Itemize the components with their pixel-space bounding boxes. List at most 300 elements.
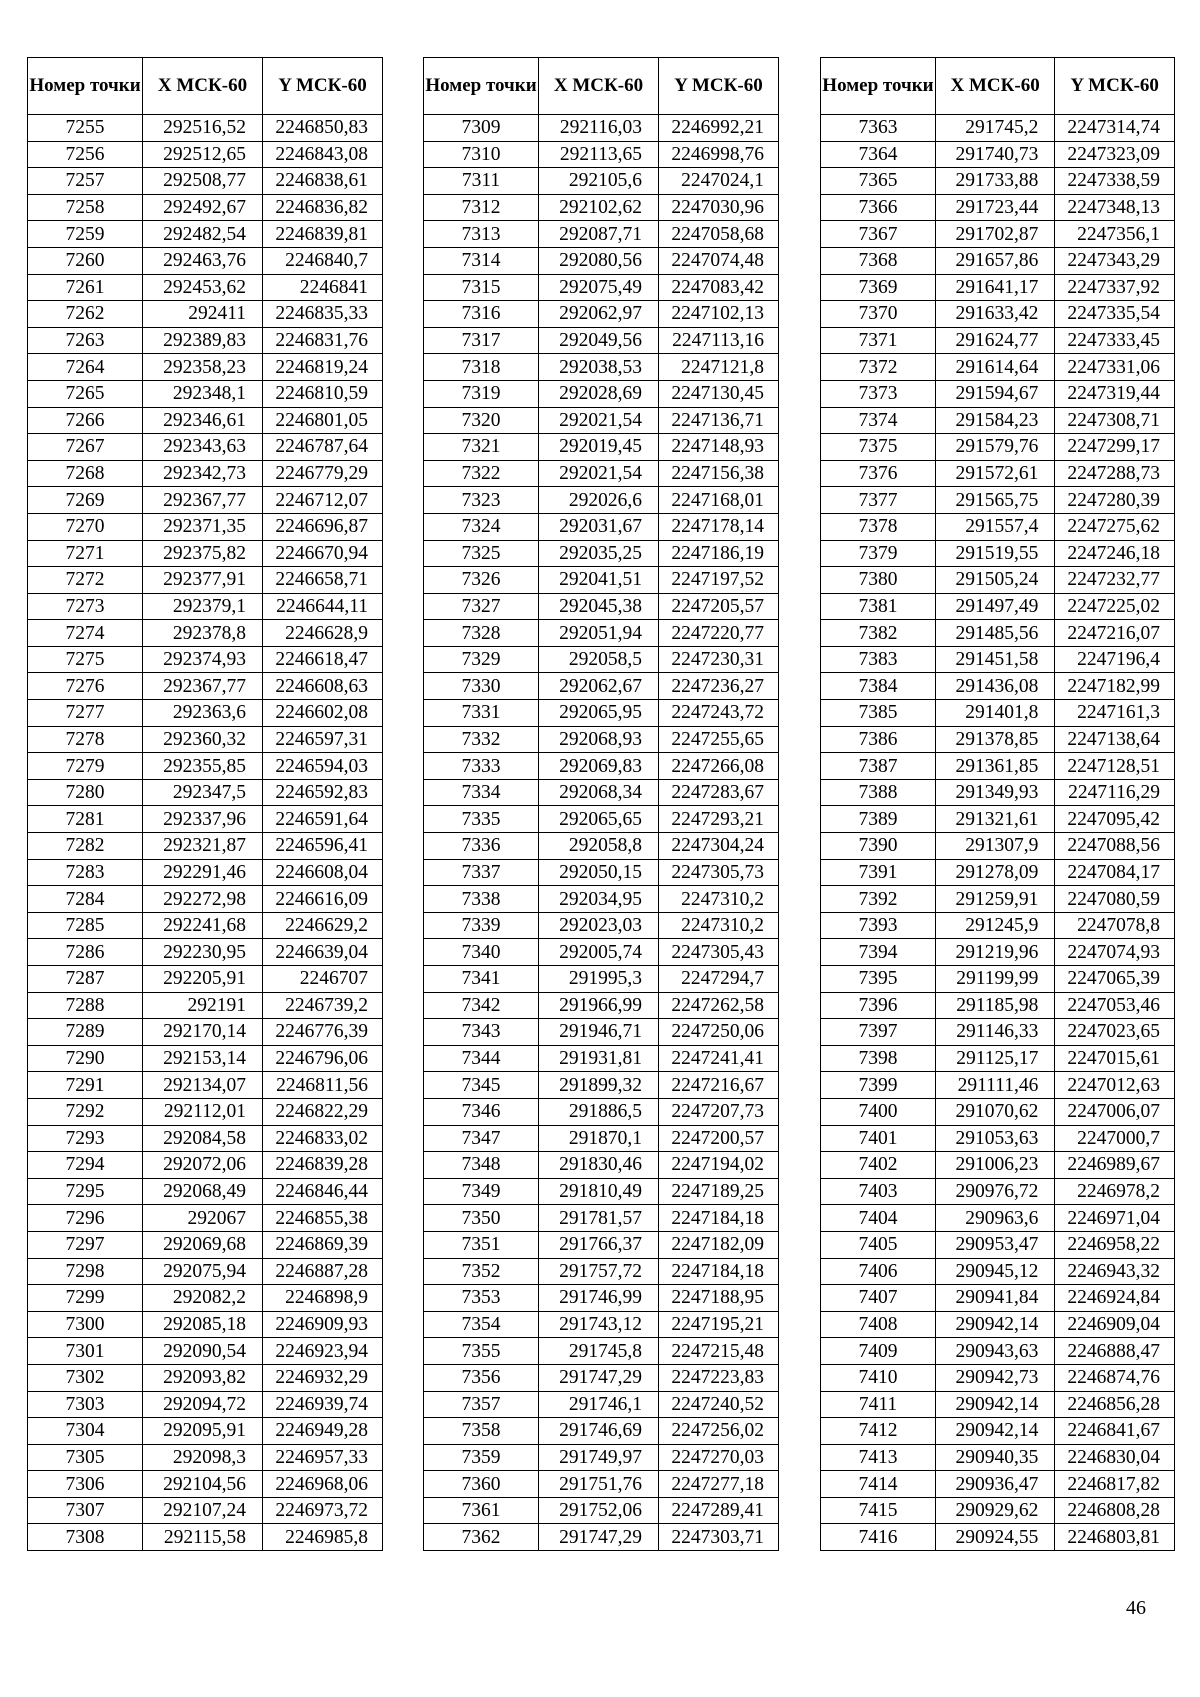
point-number-cell: 7338 — [424, 886, 539, 913]
point-number-cell: 7369 — [821, 274, 936, 301]
x-coordinate-cell: 291946,71 — [539, 1019, 659, 1046]
table-row — [424, 407, 779, 434]
table-row — [28, 966, 383, 993]
y-coordinate-cell: 2247030,96 — [659, 194, 779, 221]
point-number-cell: 7367 — [821, 221, 936, 248]
y-coordinate-cell: 2246841 — [263, 274, 383, 301]
y-coordinate-cell: 2247216,67 — [659, 1072, 779, 1099]
table-row — [424, 779, 779, 806]
point-number-cell: 7263 — [28, 327, 143, 354]
point-number-cell: 7385 — [821, 700, 936, 727]
x-coordinate-cell: 292116,03 — [539, 115, 659, 142]
table-row — [821, 1231, 1175, 1258]
point-number-cell: 7291 — [28, 1072, 143, 1099]
y-coordinate-cell: 2247102,13 — [659, 301, 779, 328]
table-row — [821, 1205, 1175, 1232]
y-coordinate-cell: 2246850,83 — [263, 115, 383, 142]
table-row — [28, 221, 383, 248]
y-coordinate-cell: 2246592,83 — [263, 779, 383, 806]
y-coordinate-cell: 2247310,2 — [659, 886, 779, 913]
table-row — [424, 966, 779, 993]
point-number-cell: 7296 — [28, 1205, 143, 1232]
coordinates-tables — [27, 57, 1175, 1576]
table-row — [821, 700, 1175, 727]
x-coordinate-cell: 292102,62 — [539, 194, 659, 221]
table-row — [28, 939, 383, 966]
y-coordinate-cell: 2247215,48 — [659, 1338, 779, 1365]
point-number-cell: 7373 — [821, 380, 936, 407]
point-number-cell: 7264 — [28, 354, 143, 381]
y-coordinate-cell: 2247305,43 — [659, 939, 779, 966]
table-row — [28, 992, 383, 1019]
table-row — [821, 779, 1175, 806]
point-number-cell: 7262 — [28, 301, 143, 328]
y-coordinate-cell: 2247080,59 — [1055, 886, 1175, 913]
table-row — [424, 1098, 779, 1125]
x-coordinate-cell: 292090,54 — [143, 1338, 263, 1365]
table-row — [821, 726, 1175, 753]
y-coordinate-cell: 2247182,99 — [1055, 673, 1175, 700]
point-number-cell: 7339 — [424, 912, 539, 939]
y-coordinate-cell: 2246869,39 — [263, 1231, 383, 1258]
x-coordinate-cell: 292482,54 — [143, 221, 263, 248]
x-coordinate-cell: 292375,82 — [143, 540, 263, 567]
y-coordinate-cell: 2246839,28 — [263, 1152, 383, 1179]
x-coordinate-cell: 292512,65 — [143, 141, 263, 168]
table-row — [424, 513, 779, 540]
x-coordinate-cell: 292049,56 — [539, 327, 659, 354]
x-coordinate-cell: 291006,23 — [935, 1152, 1054, 1179]
point-number-cell: 7389 — [821, 806, 936, 833]
point-number-cell: 7288 — [28, 992, 143, 1019]
table-row — [424, 700, 779, 727]
point-number-cell: 7256 — [28, 141, 143, 168]
x-coordinate-cell: 292095,91 — [143, 1418, 263, 1445]
x-coordinate-cell: 292205,91 — [143, 966, 263, 993]
point-number-cell: 7333 — [424, 753, 539, 780]
x-coordinate-cell: 292104,56 — [143, 1471, 263, 1498]
x-coordinate-cell: 291245,9 — [935, 912, 1054, 939]
x-coordinate-cell: 292068,34 — [539, 779, 659, 806]
x-coordinate-cell: 291740,73 — [935, 141, 1054, 168]
x-coordinate-cell: 291749,97 — [539, 1444, 659, 1471]
point-number-cell: 7282 — [28, 833, 143, 860]
y-coordinate-cell: 2246776,39 — [263, 1019, 383, 1046]
x-coordinate-cell: 291579,76 — [935, 434, 1054, 461]
y-coordinate-cell: 2247197,52 — [659, 567, 779, 594]
table-row — [821, 646, 1175, 673]
x-coordinate-cell: 292374,93 — [143, 646, 263, 673]
x-coordinate-cell: 292065,95 — [539, 700, 659, 727]
header-point-number: Номер точки — [821, 58, 936, 115]
table-row — [821, 434, 1175, 461]
table-row — [424, 1497, 779, 1524]
x-coordinate-cell: 291751,76 — [539, 1471, 659, 1498]
point-number-cell: 7341 — [424, 966, 539, 993]
table-row — [424, 168, 779, 195]
x-coordinate-cell: 291278,09 — [935, 859, 1054, 886]
header-y-coordinate: Y МСК-60 — [659, 58, 779, 115]
x-coordinate-cell: 292241,68 — [143, 912, 263, 939]
table-row — [28, 1231, 383, 1258]
table-row — [424, 1072, 779, 1099]
y-coordinate-cell: 2246608,04 — [263, 859, 383, 886]
table-row — [821, 1125, 1175, 1152]
point-number-cell: 7292 — [28, 1098, 143, 1125]
table-row — [821, 1338, 1175, 1365]
y-coordinate-cell: 2246591,64 — [263, 806, 383, 833]
x-coordinate-cell: 292411 — [143, 301, 263, 328]
x-coordinate-cell: 291219,96 — [935, 939, 1054, 966]
x-coordinate-cell: 292019,45 — [539, 434, 659, 461]
x-coordinate-cell: 292080,56 — [539, 247, 659, 274]
point-number-cell: 7368 — [821, 247, 936, 274]
point-number-cell: 7257 — [28, 168, 143, 195]
y-coordinate-cell: 2247053,46 — [1055, 992, 1175, 1019]
point-number-cell: 7359 — [424, 1444, 539, 1471]
table-row — [424, 1311, 779, 1338]
x-coordinate-cell: 291781,57 — [539, 1205, 659, 1232]
y-coordinate-cell: 2247128,51 — [1055, 753, 1175, 780]
x-coordinate-cell: 292347,5 — [143, 779, 263, 806]
y-coordinate-cell: 2247305,73 — [659, 859, 779, 886]
table-row — [28, 1418, 383, 1445]
y-coordinate-cell: 2247074,93 — [1055, 939, 1175, 966]
x-coordinate-cell: 291572,61 — [935, 460, 1054, 487]
x-coordinate-cell: 291745,2 — [935, 115, 1054, 142]
table-row — [821, 194, 1175, 221]
x-coordinate-cell: 292230,95 — [143, 939, 263, 966]
table-row — [424, 301, 779, 328]
y-coordinate-cell: 2247168,01 — [659, 487, 779, 514]
table-row — [28, 380, 383, 407]
table-row — [424, 646, 779, 673]
x-coordinate-cell: 290963,6 — [935, 1205, 1054, 1232]
table-row — [424, 806, 779, 833]
header-x-coordinate: X МСК-60 — [935, 58, 1054, 115]
point-number-cell: 7403 — [821, 1178, 936, 1205]
y-coordinate-cell: 2247246,18 — [1055, 540, 1175, 567]
y-coordinate-cell: 2247138,64 — [1055, 726, 1175, 753]
y-coordinate-cell: 2246949,28 — [263, 1418, 383, 1445]
point-number-cell: 7352 — [424, 1258, 539, 1285]
table-row — [424, 354, 779, 381]
header-y-coordinate: Y МСК-60 — [1055, 58, 1175, 115]
point-number-cell: 7266 — [28, 407, 143, 434]
x-coordinate-cell: 291307,9 — [935, 833, 1054, 860]
point-number-cell: 7410 — [821, 1364, 936, 1391]
point-number-cell: 7267 — [28, 434, 143, 461]
point-number-cell: 7302 — [28, 1364, 143, 1391]
point-number-cell: 7280 — [28, 779, 143, 806]
y-coordinate-cell: 2246971,04 — [1055, 1205, 1175, 1232]
point-number-cell: 7297 — [28, 1231, 143, 1258]
point-number-cell: 7300 — [28, 1311, 143, 1338]
point-number-cell: 7265 — [28, 380, 143, 407]
point-number-cell: 7332 — [424, 726, 539, 753]
point-number-cell: 7273 — [28, 593, 143, 620]
x-coordinate-cell: 291810,49 — [539, 1178, 659, 1205]
y-coordinate-cell: 2246831,76 — [263, 327, 383, 354]
y-coordinate-cell: 2247299,17 — [1055, 434, 1175, 461]
y-coordinate-cell: 2246985,8 — [263, 1524, 383, 1551]
x-coordinate-cell: 292062,67 — [539, 673, 659, 700]
table-row — [28, 247, 383, 274]
x-coordinate-cell: 292067 — [143, 1205, 263, 1232]
point-number-cell: 7362 — [424, 1524, 539, 1551]
table-row — [28, 274, 383, 301]
y-coordinate-cell: 2246856,28 — [1055, 1391, 1175, 1418]
table-row — [28, 1497, 383, 1524]
table-row — [28, 593, 383, 620]
y-coordinate-cell: 2246817,82 — [1055, 1471, 1175, 1498]
point-number-cell: 7289 — [28, 1019, 143, 1046]
y-coordinate-cell: 2247121,8 — [659, 354, 779, 381]
point-number-cell: 7298 — [28, 1258, 143, 1285]
x-coordinate-cell: 292346,61 — [143, 407, 263, 434]
table-row — [424, 1258, 779, 1285]
point-number-cell: 7335 — [424, 806, 539, 833]
table-row — [28, 567, 383, 594]
table-row — [821, 1497, 1175, 1524]
x-coordinate-cell: 292045,38 — [539, 593, 659, 620]
y-coordinate-cell: 2246874,76 — [1055, 1364, 1175, 1391]
point-number-cell: 7356 — [424, 1364, 539, 1391]
point-number-cell: 7384 — [821, 673, 936, 700]
x-coordinate-cell: 291436,08 — [935, 673, 1054, 700]
point-number-cell: 7360 — [424, 1471, 539, 1498]
point-number-cell: 7313 — [424, 221, 539, 248]
table-row — [28, 779, 383, 806]
y-coordinate-cell: 2247303,71 — [659, 1524, 779, 1551]
table-row — [28, 460, 383, 487]
x-coordinate-cell: 292115,58 — [143, 1524, 263, 1551]
y-coordinate-cell: 2246808,28 — [1055, 1497, 1175, 1524]
table-row — [424, 939, 779, 966]
table-row — [28, 141, 383, 168]
point-number-cell: 7380 — [821, 567, 936, 594]
table-row — [424, 1418, 779, 1445]
x-coordinate-cell: 290942,73 — [935, 1364, 1054, 1391]
point-number-cell: 7325 — [424, 540, 539, 567]
x-coordinate-cell: 291702,87 — [935, 221, 1054, 248]
point-number-cell: 7284 — [28, 886, 143, 913]
point-number-cell: 7355 — [424, 1338, 539, 1365]
x-coordinate-cell: 292034,95 — [539, 886, 659, 913]
table-row — [28, 168, 383, 195]
x-coordinate-cell: 292453,62 — [143, 274, 263, 301]
x-coordinate-cell: 292093,82 — [143, 1364, 263, 1391]
point-number-cell: 7416 — [821, 1524, 936, 1551]
point-number-cell: 7409 — [821, 1338, 936, 1365]
point-number-cell: 7279 — [28, 753, 143, 780]
table-row — [424, 115, 779, 142]
x-coordinate-cell: 292075,94 — [143, 1258, 263, 1285]
table-row — [424, 1444, 779, 1471]
table-row — [821, 354, 1175, 381]
x-coordinate-cell: 292065,65 — [539, 806, 659, 833]
table-row — [28, 912, 383, 939]
table-row — [28, 1152, 383, 1179]
table-row — [28, 327, 383, 354]
table-row — [821, 247, 1175, 274]
point-number-cell: 7281 — [28, 806, 143, 833]
point-number-cell: 7406 — [821, 1258, 936, 1285]
x-coordinate-cell: 292358,23 — [143, 354, 263, 381]
table-row — [28, 806, 383, 833]
table-row — [424, 753, 779, 780]
table-row — [821, 1444, 1175, 1471]
x-coordinate-cell: 292371,35 — [143, 513, 263, 540]
y-coordinate-cell: 2247084,17 — [1055, 859, 1175, 886]
x-coordinate-cell: 290976,72 — [935, 1178, 1054, 1205]
table-row — [28, 1311, 383, 1338]
x-coordinate-cell: 291641,17 — [935, 274, 1054, 301]
table-row — [28, 1444, 383, 1471]
y-coordinate-cell: 2246616,09 — [263, 886, 383, 913]
point-number-cell: 7363 — [821, 115, 936, 142]
y-coordinate-cell: 2247136,71 — [659, 407, 779, 434]
point-number-cell: 7303 — [28, 1391, 143, 1418]
table-row — [424, 1152, 779, 1179]
point-number-cell: 7258 — [28, 194, 143, 221]
y-coordinate-cell: 2247182,09 — [659, 1231, 779, 1258]
y-coordinate-cell: 2247205,57 — [659, 593, 779, 620]
y-coordinate-cell: 2247015,61 — [1055, 1045, 1175, 1072]
point-number-cell: 7272 — [28, 567, 143, 594]
x-coordinate-cell: 291995,3 — [539, 966, 659, 993]
x-coordinate-cell: 292516,52 — [143, 115, 263, 142]
header-x-coordinate: X МСК-60 — [143, 58, 263, 115]
y-coordinate-cell: 2247024,1 — [659, 168, 779, 195]
y-coordinate-cell: 2246932,29 — [263, 1364, 383, 1391]
y-coordinate-cell: 2247188,95 — [659, 1285, 779, 1312]
point-number-cell: 7269 — [28, 487, 143, 514]
y-coordinate-cell: 2247130,45 — [659, 380, 779, 407]
table-row — [821, 1152, 1175, 1179]
point-number-cell: 7340 — [424, 939, 539, 966]
y-coordinate-cell: 2247262,58 — [659, 992, 779, 1019]
point-number-cell: 7307 — [28, 1497, 143, 1524]
point-number-cell: 7381 — [821, 593, 936, 620]
x-coordinate-cell: 292087,71 — [539, 221, 659, 248]
table-row — [821, 859, 1175, 886]
y-coordinate-cell: 2247225,02 — [1055, 593, 1175, 620]
table-row — [821, 221, 1175, 248]
table-row — [28, 1524, 383, 1551]
x-coordinate-cell: 292134,07 — [143, 1072, 263, 1099]
x-coordinate-cell: 291259,91 — [935, 886, 1054, 913]
y-coordinate-cell: 2246846,44 — [263, 1178, 383, 1205]
x-coordinate-cell: 292272,98 — [143, 886, 263, 913]
point-number-cell: 7308 — [28, 1524, 143, 1551]
point-number-cell: 7316 — [424, 301, 539, 328]
x-coordinate-cell: 291111,46 — [935, 1072, 1054, 1099]
table-row — [424, 593, 779, 620]
x-coordinate-cell: 292377,91 — [143, 567, 263, 594]
point-number-cell: 7400 — [821, 1098, 936, 1125]
x-coordinate-cell: 292068,49 — [143, 1178, 263, 1205]
x-coordinate-cell: 291185,98 — [935, 992, 1054, 1019]
x-coordinate-cell: 292107,24 — [143, 1497, 263, 1524]
y-coordinate-cell: 2246594,03 — [263, 753, 383, 780]
x-coordinate-cell: 291565,75 — [935, 487, 1054, 514]
y-coordinate-cell: 2247184,18 — [659, 1205, 779, 1232]
y-coordinate-cell: 2247207,73 — [659, 1098, 779, 1125]
x-coordinate-cell: 292050,15 — [539, 859, 659, 886]
y-coordinate-cell: 2247000,7 — [1055, 1125, 1175, 1152]
table-row — [28, 434, 383, 461]
table-row — [424, 1391, 779, 1418]
y-coordinate-cell: 2247270,03 — [659, 1444, 779, 1471]
x-coordinate-cell: 291657,86 — [935, 247, 1054, 274]
y-coordinate-cell: 2247275,62 — [1055, 513, 1175, 540]
y-coordinate-cell: 2246712,07 — [263, 487, 383, 514]
table-row — [821, 673, 1175, 700]
y-coordinate-cell: 2247156,38 — [659, 460, 779, 487]
x-coordinate-cell: 292337,96 — [143, 806, 263, 833]
point-number-cell: 7405 — [821, 1231, 936, 1258]
table-row — [821, 992, 1175, 1019]
table-row — [424, 487, 779, 514]
x-coordinate-cell: 291899,32 — [539, 1072, 659, 1099]
table-row — [424, 567, 779, 594]
point-number-cell: 7354 — [424, 1311, 539, 1338]
table-row — [28, 1178, 383, 1205]
y-coordinate-cell: 2247223,83 — [659, 1364, 779, 1391]
point-number-cell: 7315 — [424, 274, 539, 301]
x-coordinate-cell: 292069,83 — [539, 753, 659, 780]
table-row — [424, 1019, 779, 1046]
point-number-cell: 7261 — [28, 274, 143, 301]
point-number-cell: 7317 — [424, 327, 539, 354]
x-coordinate-cell: 291614,64 — [935, 354, 1054, 381]
table-row — [424, 1125, 779, 1152]
point-number-cell: 7343 — [424, 1019, 539, 1046]
y-coordinate-cell: 2246811,56 — [263, 1072, 383, 1099]
table-row — [821, 274, 1175, 301]
point-number-cell: 7387 — [821, 753, 936, 780]
x-coordinate-cell: 292058,5 — [539, 646, 659, 673]
table-row — [28, 407, 383, 434]
x-coordinate-cell: 292023,03 — [539, 912, 659, 939]
y-coordinate-cell: 2247289,41 — [659, 1497, 779, 1524]
table-row — [28, 1364, 383, 1391]
table-row — [821, 1524, 1175, 1551]
table-row — [424, 1471, 779, 1498]
x-coordinate-cell: 292463,76 — [143, 247, 263, 274]
table-row — [424, 327, 779, 354]
x-coordinate-cell: 290945,12 — [935, 1258, 1054, 1285]
point-number-cell: 7357 — [424, 1391, 539, 1418]
point-number-cell: 7377 — [821, 487, 936, 514]
point-number-cell: 7301 — [28, 1338, 143, 1365]
y-coordinate-cell: 2247337,92 — [1055, 274, 1175, 301]
table-row — [821, 327, 1175, 354]
point-number-cell: 7278 — [28, 726, 143, 753]
x-coordinate-cell: 291070,62 — [935, 1098, 1054, 1125]
point-number-cell: 7309 — [424, 115, 539, 142]
table-row — [424, 726, 779, 753]
table-row — [821, 1471, 1175, 1498]
table-row — [821, 1285, 1175, 1312]
table-row — [424, 912, 779, 939]
x-coordinate-cell: 292026,6 — [539, 487, 659, 514]
table-row — [28, 646, 383, 673]
y-coordinate-cell: 2247319,44 — [1055, 380, 1175, 407]
point-number-cell: 7395 — [821, 966, 936, 993]
y-coordinate-cell: 2247331,06 — [1055, 354, 1175, 381]
